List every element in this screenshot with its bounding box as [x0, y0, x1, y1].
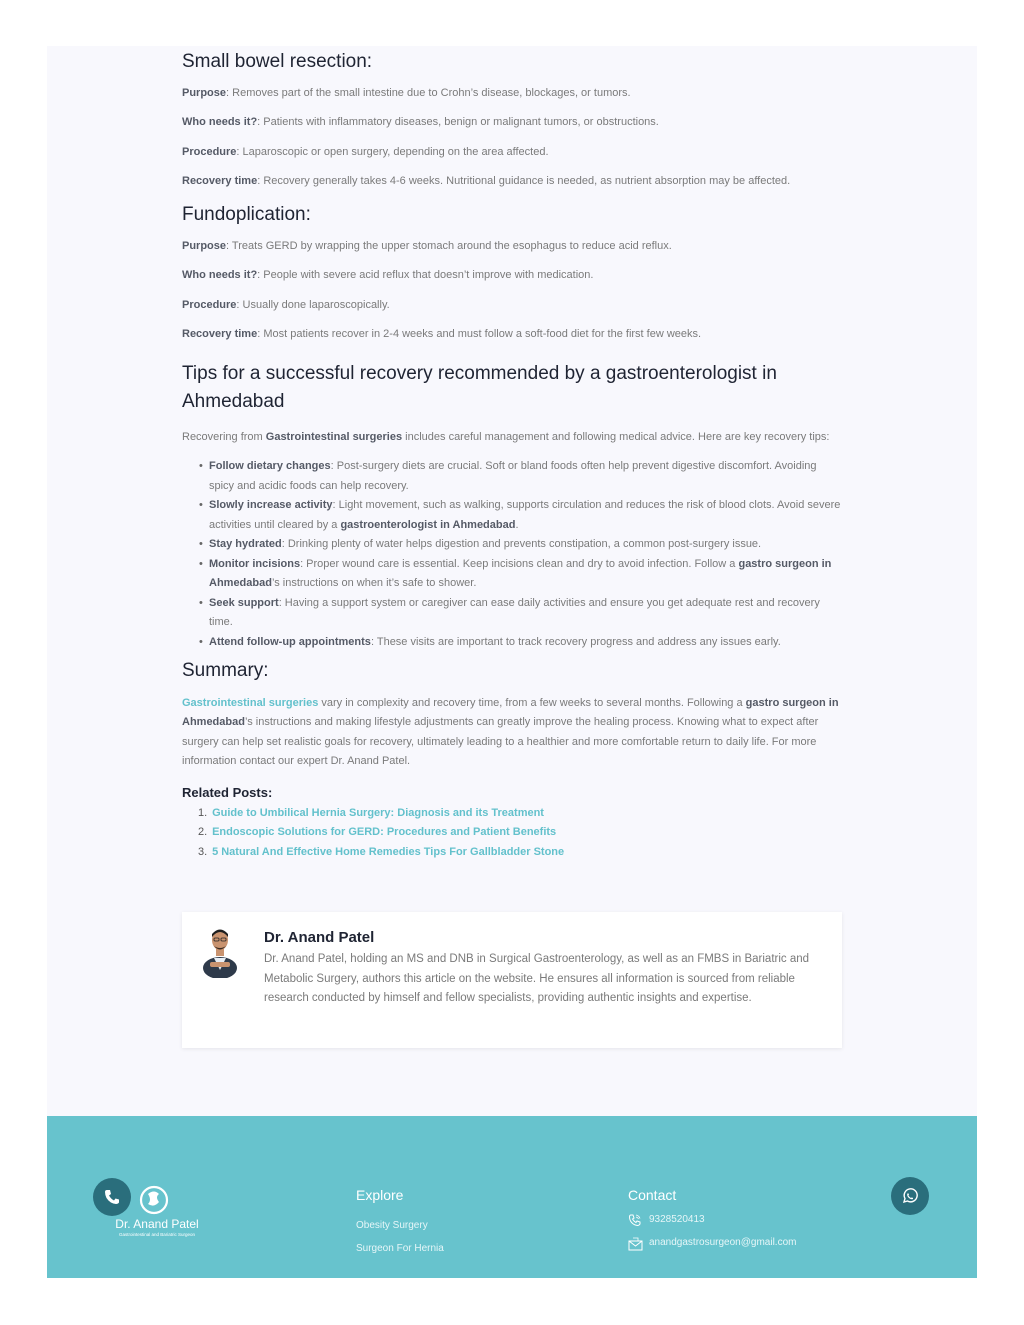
phone-icon [93, 1178, 131, 1216]
list-item [199, 496, 842, 535]
contact-email[interactable]: anandgastrosurgeon@gmail.com [649, 1237, 797, 1248]
text: vary in complexity and recovery time, from a few weeks to several months. Following a [318, 696, 746, 709]
text: : Most patients recover in 2-4 weeks and must follow a soft-food diet for the first few weeks. [257, 328, 702, 341]
footer-link-obesity-surgery[interactable]: Obesity Surgery [356, 1220, 428, 1231]
bold: gastro surgeon in Ahmedabad [209, 557, 832, 590]
summary-heading: Summary: [182, 660, 269, 682]
label: Procedure [182, 145, 237, 158]
list-item [198, 823, 842, 843]
bold: Gastrointestinal surgeries [265, 430, 403, 443]
label: Recovery time [182, 328, 258, 341]
text: : Laparoscopic or open surgery, depending on the area affected. [236, 145, 549, 158]
text: : Usually done laparoscopically. [236, 298, 390, 311]
label: Purpose [182, 239, 227, 252]
article-page [47, 46, 977, 1278]
email-icon [628, 1237, 643, 1251]
logo-tagline: Gastrointestinal and Bariatric Surgeon [118, 1232, 196, 1237]
related-post-link[interactable]: Guide to Umbilical Hernia Surgery: Diagnosis and its Treatment [212, 806, 544, 819]
author-box [182, 912, 842, 1048]
small-bowel-purpose [182, 84, 842, 104]
text: : Patients with inflammatory diseases, benign or malignant tumors, or obstructions. [257, 116, 659, 129]
label: Procedure [182, 298, 237, 311]
list-number: 3. [198, 845, 208, 858]
author-bio: Dr. Anand Patel, holding an MS and DNB in Surgical Gastroenterology, as well as an FMBS in Bariatric and Metabolic Surgery, authors this article on the website. He ensures all information is sourced from reliable research conducted by himself and fellow specialists, providing authentic insights and expertise. [264, 953, 810, 1004]
author-name: Dr. Anand Patel [264, 929, 375, 946]
small-bowel-recovery [182, 172, 842, 192]
fundoplication-who [182, 266, 842, 286]
list-item [199, 594, 842, 633]
label: Monitor incisions [209, 557, 301, 570]
tips-list [199, 457, 842, 652]
text: ’s instructions on when it’s safe to shower. [271, 577, 477, 590]
text: : People with severe acid reflux that doesn’t improve with medication. [257, 269, 594, 282]
whatsapp-icon [891, 1177, 929, 1215]
explore-heading: Explore [356, 1187, 404, 1203]
text: : Having a support system or caregiver can ease daily activities and ensure you get adequate rest and recovery time. [209, 596, 820, 629]
list-item [198, 804, 842, 824]
label: Purpose [182, 86, 227, 99]
small-bowel-details [182, 84, 842, 192]
related-posts-list [198, 804, 842, 863]
label: Who needs it? [182, 269, 258, 282]
text: : Recovery generally takes 4-6 weeks. Nutritional guidance is needed, as nutrient absorption may be affected. [257, 175, 791, 188]
list-item [199, 633, 842, 653]
related-post-link[interactable]: Endoscopic Solutions for GERD: Procedures and Patient Benefits [212, 826, 557, 839]
text: Recovering from [182, 430, 266, 443]
whatsapp-button[interactable] [891, 1177, 929, 1215]
text: : Post-surgery diets are crucial. Soft or bland foods often help prevent digestive discomfort. Avoiding spicy and acidic foods can help recovery. [209, 460, 817, 492]
call-button[interactable] [93, 1178, 131, 1216]
bold: gastroenterologist in Ahmedabad [340, 518, 516, 531]
text: : Proper wound care is essential. Keep incisions clean and dry to avoid infection. Follow a [300, 557, 739, 570]
text: includes careful management and following medical advice. Here are key recovery tips: [402, 430, 830, 443]
label: Attend follow-up appointments [209, 635, 371, 648]
article-content [182, 46, 842, 862]
tips-intro [182, 428, 842, 448]
logo-name: Dr. Anand Patel [115, 1217, 199, 1231]
text: : Light movement, such as walking, supports circulation and reduces the risk of blood clots. Avoid severe activities until cleared by a [209, 499, 841, 531]
contact-phone[interactable]: 9328520413 [649, 1214, 705, 1225]
related-post-link[interactable]: 5 Natural And Effective Home Remedies Tips For Gallbladder Stone [212, 845, 565, 858]
label: Who needs it? [182, 116, 258, 129]
author-avatar [200, 924, 240, 978]
fundoplication-heading: Fundoplication: [182, 203, 311, 225]
footer-link-surgeon-for-hernia[interactable]: Surgeon For Hernia [356, 1243, 444, 1254]
summary-link[interactable]: Gastrointestinal surgeries [182, 696, 319, 709]
contact-heading: Contact [628, 1187, 677, 1203]
label: Recovery time [182, 175, 258, 188]
list-item [198, 843, 842, 863]
label: Stay hydrated [209, 538, 282, 551]
fundoplication-purpose [182, 237, 842, 257]
fundoplication-recovery [182, 325, 842, 345]
label: Slowly increase activity [209, 499, 333, 512]
small-bowel-heading: Small bowel resection: [182, 51, 373, 72]
bold: gastro surgeon in Ahmedabad [182, 696, 839, 729]
label: Seek support [209, 596, 279, 609]
list-number: 2. [198, 826, 208, 839]
label: Follow dietary changes [209, 460, 331, 473]
summary-text [182, 694, 842, 772]
list-number: 1. [198, 806, 208, 819]
list-item [199, 457, 842, 496]
fundoplication-details [182, 237, 842, 345]
text: ’s instructions and making lifestyle adjustments can greatly improve the healing process. Knowing what to expect after surgery can help set realistic goals for recovery, ultimately leading to a healthier and more comfortable return to daily life. For more information contact our expert Dr. Anand Patel. [182, 716, 819, 768]
site-footer [47, 1116, 977, 1278]
list-item [199, 555, 842, 594]
text: : Drinking plenty of water helps digestion and prevents constipation, a common post-surgery issue. [281, 538, 762, 551]
text: : These visits are important to track recovery progress and address any issues early. [370, 635, 781, 648]
text: : Treats GERD by wrapping the upper stomach around the esophagus to reduce acid reflux. [226, 239, 672, 252]
tips-heading: Tips for a successful recovery recommended by a gastroenterologist in Ahmedabad [182, 362, 777, 412]
list-item [199, 535, 842, 555]
text: : Removes part of the small intestine due to Crohn’s disease, blockages, or tumors. [226, 86, 631, 99]
related-posts-heading: Related Posts: [182, 784, 273, 800]
fundoplication-procedure [182, 296, 842, 316]
phone-icon [628, 1213, 642, 1227]
text: . [515, 518, 519, 531]
small-bowel-procedure [182, 143, 842, 163]
small-bowel-who [182, 113, 842, 133]
